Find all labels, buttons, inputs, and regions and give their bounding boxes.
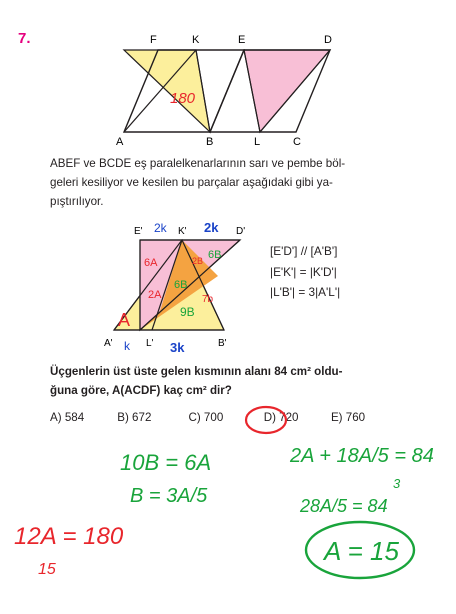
option-c[interactable]: C) 700: [188, 411, 224, 424]
label-K: K: [192, 34, 200, 46]
paragraph-line-1: ABEF ve BCDE eş paralelkenarlarının sarı ve pembe böl-: [50, 157, 346, 170]
question-line-2: ğuna göre, A(ACDF) kaç cm² dir?: [50, 384, 232, 397]
hw-2a-equation: 2A + 18A/5 = 84: [290, 445, 434, 467]
hw-28a-84: 28A/5 = 84: [300, 496, 388, 516]
condition-2: |E'K'| = |K'D'|: [270, 264, 337, 279]
note-big-A: A: [118, 310, 131, 330]
paragraph-line-2: geleri kesiliyor ve kesilen bu parçalar aşağıdaki gibi ya-: [50, 176, 333, 189]
label-L: L: [254, 136, 261, 148]
label-E: E: [238, 34, 246, 46]
note-2k-left: 2k: [154, 221, 167, 235]
note-2B: 2B: [192, 256, 204, 266]
option-a[interactable]: A) 584: [50, 411, 85, 424]
question-number: 7.: [18, 30, 31, 47]
label-F: F: [150, 34, 157, 46]
hw-3: 3: [393, 476, 401, 491]
hw-a-15: A = 15: [324, 536, 399, 566]
condition-1: [E'D'] // [A'B']: [270, 244, 338, 258]
note-9B: 9B: [180, 305, 195, 319]
option-d[interactable]: D) 720: [263, 411, 299, 424]
label-B-prime: B': [218, 338, 227, 349]
note-2A: 2A: [148, 289, 162, 301]
hw-15-left: 15: [38, 561, 56, 578]
hw-12a-180: 12A = 180: [14, 523, 124, 550]
label-K-prime: K': [178, 226, 187, 237]
label-D-prime: D': [236, 226, 246, 237]
condition-3: |L'B'| = 3|A'L'|: [270, 285, 341, 299]
label-E-prime: E': [134, 226, 143, 237]
label-D: D: [324, 34, 332, 46]
note-2k-right: 2k: [204, 220, 219, 235]
answer-circle: [246, 407, 286, 433]
area-note-180: 180: [170, 90, 196, 107]
hw-10b-6a: 10B = 6A: [120, 450, 212, 475]
note-k: k: [124, 339, 130, 353]
label-B: B: [206, 136, 214, 148]
hw-b-3a-5: B = 3A/5: [130, 485, 208, 507]
note-6B-top: 6B: [208, 249, 222, 261]
note-6B: 6B: [174, 279, 188, 291]
label-A: A: [116, 136, 124, 148]
label-L-prime: L': [146, 338, 154, 349]
label-A-prime: A': [104, 338, 113, 349]
paragraph-line-3: pıştırılıyor.: [50, 195, 104, 208]
option-b[interactable]: B) 672: [117, 411, 152, 424]
question-line-1: Üçgenlerin üst üste gelen kısmının alanı 84 cm² oldu-: [50, 365, 343, 378]
label-C: C: [293, 136, 301, 148]
option-e[interactable]: E) 760: [330, 411, 366, 424]
note-3k: 3k: [170, 340, 185, 355]
note-6A: 6A: [144, 257, 158, 269]
note-7b: 7b: [202, 294, 214, 305]
